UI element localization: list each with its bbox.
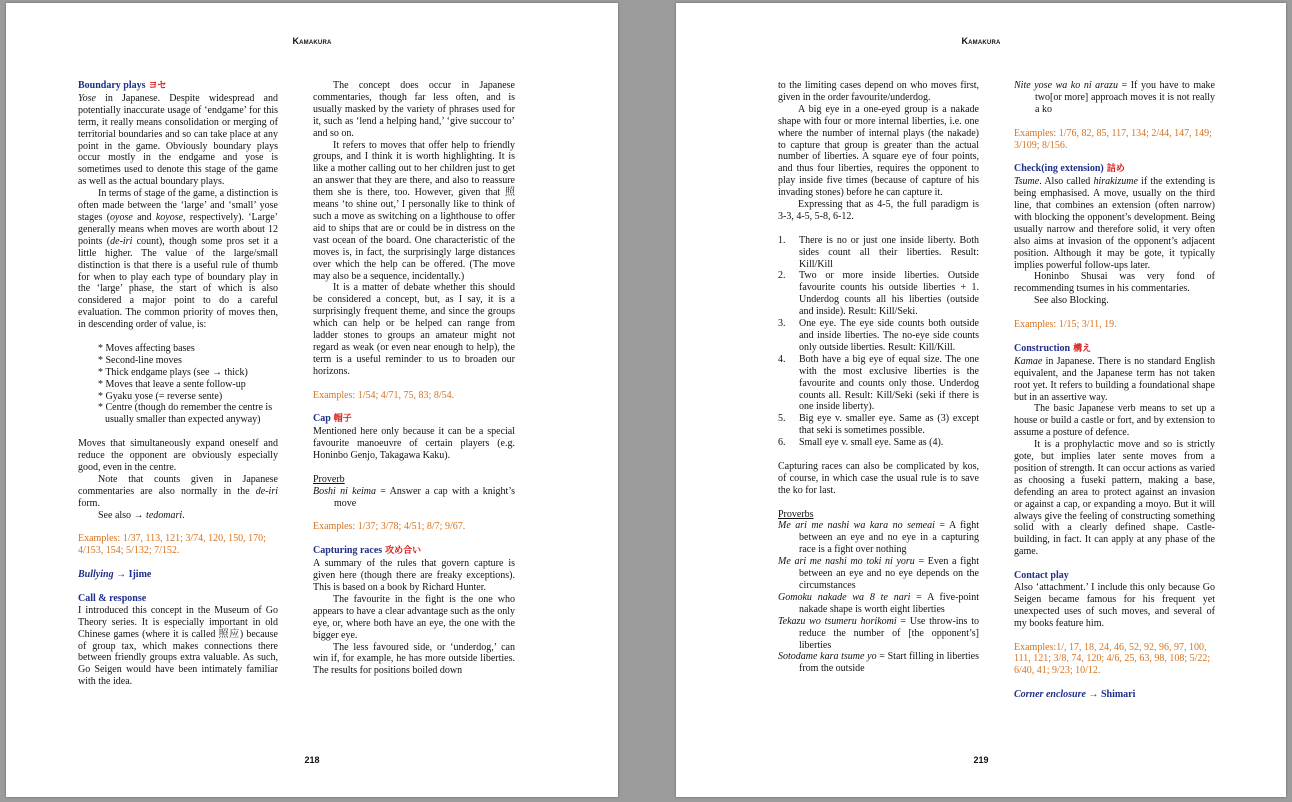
- entry-heading-call-response: Call & response: [78, 592, 147, 604]
- proverbs-heading: Proverbs: [778, 508, 814, 520]
- paragraph: Yose in Japanese. Despite widespread and potentially inaccurate usage of ‘endgame’ for this term, it really means consolidation or merging of territorial boundaries and so can take place at any point in the game. Obviously boundary plays occur mostly in the endgame and yose is sometimes used to denote this stage of the game as well as the actual boundary plays.: [78, 92, 278, 188]
- entry-heading-corner-enclosure: Corner enclosure → Shimari: [1014, 689, 1136, 701]
- list-item: 4. Both have a big eye of equal size. The one with the most exclusive liberties is the favourite and counts only those. Underdog counts all. Result: Kill/Seki (seki if there is one inside liberty).: [778, 353, 979, 413]
- right-column-2: [1014, 80, 1215, 720]
- list-item: 2. Two or more inside liberties. Outside favourite counts his outside liberties + 1. Underdog counts all his liberties (outside and inside). Result: Kill/Seki.: [778, 270, 979, 318]
- see-also: See also Blocking.: [1034, 295, 1109, 307]
- left-column-2: [313, 80, 515, 720]
- proverb: Nite yose wa ko ni arazu = If you have to make two[or more] approach moves it is not really a ko: [1014, 80, 1215, 115]
- list-item: * Thick endgame plays (see → thick): [98, 366, 248, 378]
- proverb: Sotodame kara tsume yo = Start filling in liberties from the outside: [778, 651, 979, 675]
- paragraph: The less favoured side, or ‘underdog,’ can win if, for example, he has more outside liberties. The results for positions boiled down: [313, 641, 515, 677]
- entry-heading-boundary-plays: Boundary plays ヨセ: [78, 80, 167, 91]
- paragraph: It is a matter of debate whether this should be considered a concept, but, as I say, it is a surprisingly frequent theme, and since the groups which can help or be helped can range from ladder stones to groups an amateur might not regard as weak (or even near enough to help), the term is a useful reminder to us to broaden our horizons.: [313, 282, 515, 377]
- paragraph: Mentioned here only because it can be a special favourite manoeuvre of certain players (e.g. Honinbo Genjo, Takagawa Kaku).: [313, 426, 515, 462]
- entry-heading-check: Check(ing extension) 詰め: [1014, 163, 1125, 175]
- japanese-term: 構え: [1073, 343, 1092, 354]
- priority-list: [78, 343, 278, 426]
- paragraph: The concept does occur in Japanese commentaries, though far less often, and is usually masked by the variety of phrases used for it, such as ‘lend a helping hand,’ ‘give succour to’ and so on.: [313, 80, 515, 139]
- paragraph: It refers to moves that offer help to friendly groups, and I think it is worth highlighting. It is like a mother calling out to her children just to get an answer that they are there, and also to reassure them she is there, too. However, given that 照 means ‘to shine out,’ I personally like to think of such a move as switching on a lighthouse to offer aid to ships that are or could be in distress on the vast ocean of the board. One characteristic of the moves is, in fact, the surprisingly large distances over which the help can be offered. (The move may also be a sequence, incidentally.): [313, 139, 515, 282]
- examples-list: Examples: 1/54; 4/71, 75, 83; 8/54.: [313, 389, 455, 401]
- list-item: * Centre (though do remember the centre is usually smaller than expected anyway): [98, 402, 273, 426]
- paragraph: In terms of stage of the game, a distinction is often made between the ‘large’ and ‘small’ yose stages (oyose and koyose, respectively). ‘Large’ generally means when moves are worth about 12 points (de-iri count), though some pros set it a little higher. The value of the large/small distinction is that there is a useful rule of thumb for when to play each type of boundary play in the ‘large’ phase, the start of which is also considered a major point to do a careful evaluation. The common priority of moves then, in descending order of value, is:: [78, 188, 278, 331]
- paragraph: Capturing races can also be complicated by kos, of course, in which case the usual rule is to save the ko for last.: [778, 460, 979, 496]
- paragraph: Kamae in Japanese. There is no standard English equivalent, and the Japanese term has not taken root yet. It refers to building a foundational shape but in an assertive way.: [1014, 355, 1215, 403]
- running-header: Kamakura: [292, 36, 332, 46]
- left-page: [6, 3, 618, 797]
- japanese-term: 帽子: [333, 414, 352, 425]
- page-number: 219: [973, 755, 989, 765]
- proverb: Tekazu wo tsumeru horikomi = Use throw-ins to reduce the number of [the opponent’s] liberties: [778, 615, 979, 651]
- right-column-1: [778, 80, 979, 720]
- paragraph: The favourite in the fight is the one who appears to have a clear advantage such as the only eye, or, where both have an eye, the one with the bigger eye.: [313, 593, 515, 641]
- paragraph: to the limiting cases depend on who moves first, given in the order favourite/underdog.: [778, 80, 979, 103]
- examples-list: Examples:1/, 17, 18, 24, 46, 52, 92, 96, 97, 100, 111, 121; 3/8, 74, 120; 4/6, 25, 63, 98, 108; 5/22; 6/40, 41; 9/23; 10/12.: [1014, 641, 1211, 677]
- list-item: 1. There is no or just one inside liberty. Both sides count all their liberties. Result: Kill/Kill: [778, 234, 979, 270]
- paragraph: Note that counts given in Japanese commentaries are also normally in the de-iri form.: [78, 473, 278, 509]
- see-also: See also → tedomari.: [98, 509, 185, 521]
- entry-heading-bullying: Bullying → Ijime: [78, 569, 152, 581]
- paragraph: It is a prophylactic move and so is strictly gote, but implies later sente moves from a position of strength. It can occur actions as varied as choosing a fuseki pattern, making a base, defending an area to protect against an invasion or against a cap, or expanding a moyo. But it will always give the feeling of constructing something solid with a clearly defined shape. Castle-building, in fact. It can apply at any phase of the game.: [1014, 439, 1215, 558]
- entry-heading-contact-play: Contact play: [1014, 570, 1069, 582]
- list-item: 6. Small eye v. small eye. Same as (4).: [778, 437, 944, 449]
- paragraph: I introduced this concept in the Museum of Go Theory series. It is especially important in old Chinese games (where it is called 照应) because of group tax, which makes connections there between friendly groups extra valuable. As such, Go Seigen would have been intimately familiar with the idea.: [78, 604, 278, 688]
- list-item: * Moves affecting bases: [98, 342, 195, 354]
- examples-list: Examples: 1/37, 113, 121; 3/74, 120, 150, 170; 4/153, 154; 5/132; 7/152.: [78, 533, 266, 557]
- results-list: [778, 235, 979, 449]
- running-header: Kamakura: [961, 36, 1001, 46]
- proverb: Me ari me nashi mo toki ni yoru = Even a fight between an eye and no eye depends on the circumstances: [778, 556, 979, 592]
- japanese-term: 詰め: [1106, 164, 1125, 175]
- right-page: [676, 3, 1286, 797]
- paragraph: The basic Japanese verb means to set up a house or build a castle or fort, and by extension to assume a posture of defence.: [1014, 403, 1215, 439]
- paragraph: Tsume. Also called hirakizume if the extending is being emphasised. A move, usually on the third line, that combines an extension (often narrow) with blocking the opponent’s development. Being usually narrow and therefore solid, it very often also aims at invasion of the opponent’s adjacent position. Although it may be gote, it typically implies powerful follow-ups later.: [1014, 176, 1215, 271]
- paragraph: Honinbo Shusai was very fond of recommending tsumes in his commentaries.: [1014, 271, 1215, 295]
- examples-list: Examples: 1/37; 3/78; 4/51; 8/7; 9/67.: [313, 521, 466, 533]
- list-item: * Gyaku yose (= reverse sente): [98, 390, 223, 402]
- proverb-heading: Proverb: [313, 473, 345, 485]
- paragraph: A big eye in a one-eyed group is a nakade shape with four or more internal liberties, i.e. one where the number of internal plays (the nakade) to capture that group is greater than the actual number of liberties. A square eye of four points, and thus four liberties, requires the opponent to play inside five times (because of capture of his invading stones) before he can capture it.: [778, 103, 979, 199]
- proverb: Gomoku nakade wa 8 te nari = A five-point nakade shape is worth eight liberties: [778, 591, 979, 615]
- left-column-1: [78, 80, 278, 720]
- japanese-term: 攻め合い: [385, 546, 422, 557]
- proverb: Me ari me nashi wa kara no semeai = A fight between an eye and no eye in a capturing race is a fight over nothing: [778, 520, 979, 556]
- paragraph: Expressing that as 4-5, the full paradigm is 3-3, 4-5, 5-8, 6-12.: [778, 199, 979, 222]
- list-item: 3. One eye. The eye side counts both outside and inside liberties. The no-eye side counts only outside liberties. Result: Kill/Kill.: [778, 318, 979, 353]
- entry-heading-construction: Construction 構え: [1014, 342, 1092, 354]
- proverb: Boshi ni keima = Answer a cap with a knight’s move: [313, 485, 515, 509]
- list-item: * Second-line moves: [98, 354, 182, 366]
- paragraph: Also ‘attachment.’ I include this only because Go Seigen became famous for his frequent yet unexpected uses of such moves, and several of my books feature him.: [1014, 581, 1215, 629]
- page-number: 218: [304, 755, 320, 765]
- japanese-term: ヨセ: [148, 81, 167, 91]
- examples-list: Examples: 1/15; 3/11, 19.: [1014, 319, 1117, 331]
- paragraph: A summary of the rules that govern capture is given here (though there are freaky exceptions). This is based on a book by Richard Hunter.: [313, 558, 515, 593]
- entry-heading-capturing-races: Capturing races 攻め合い: [313, 545, 422, 557]
- examples-list: Examples: 1/76, 82, 85, 117, 134; 2/44, 147, 149; 3/109; 8/156.: [1014, 127, 1212, 151]
- paragraph: Moves that simultaneously expand oneself and reduce the opponent are obviously especially good, even in the centre.: [78, 438, 278, 473]
- list-item: 5. Big eye v. smaller eye. Same as (3) except that seki is sometimes possible.: [778, 413, 979, 437]
- list-item: * Moves that leave a sente follow-up: [98, 378, 246, 390]
- entry-heading-cap: Cap 帽子: [313, 413, 352, 425]
